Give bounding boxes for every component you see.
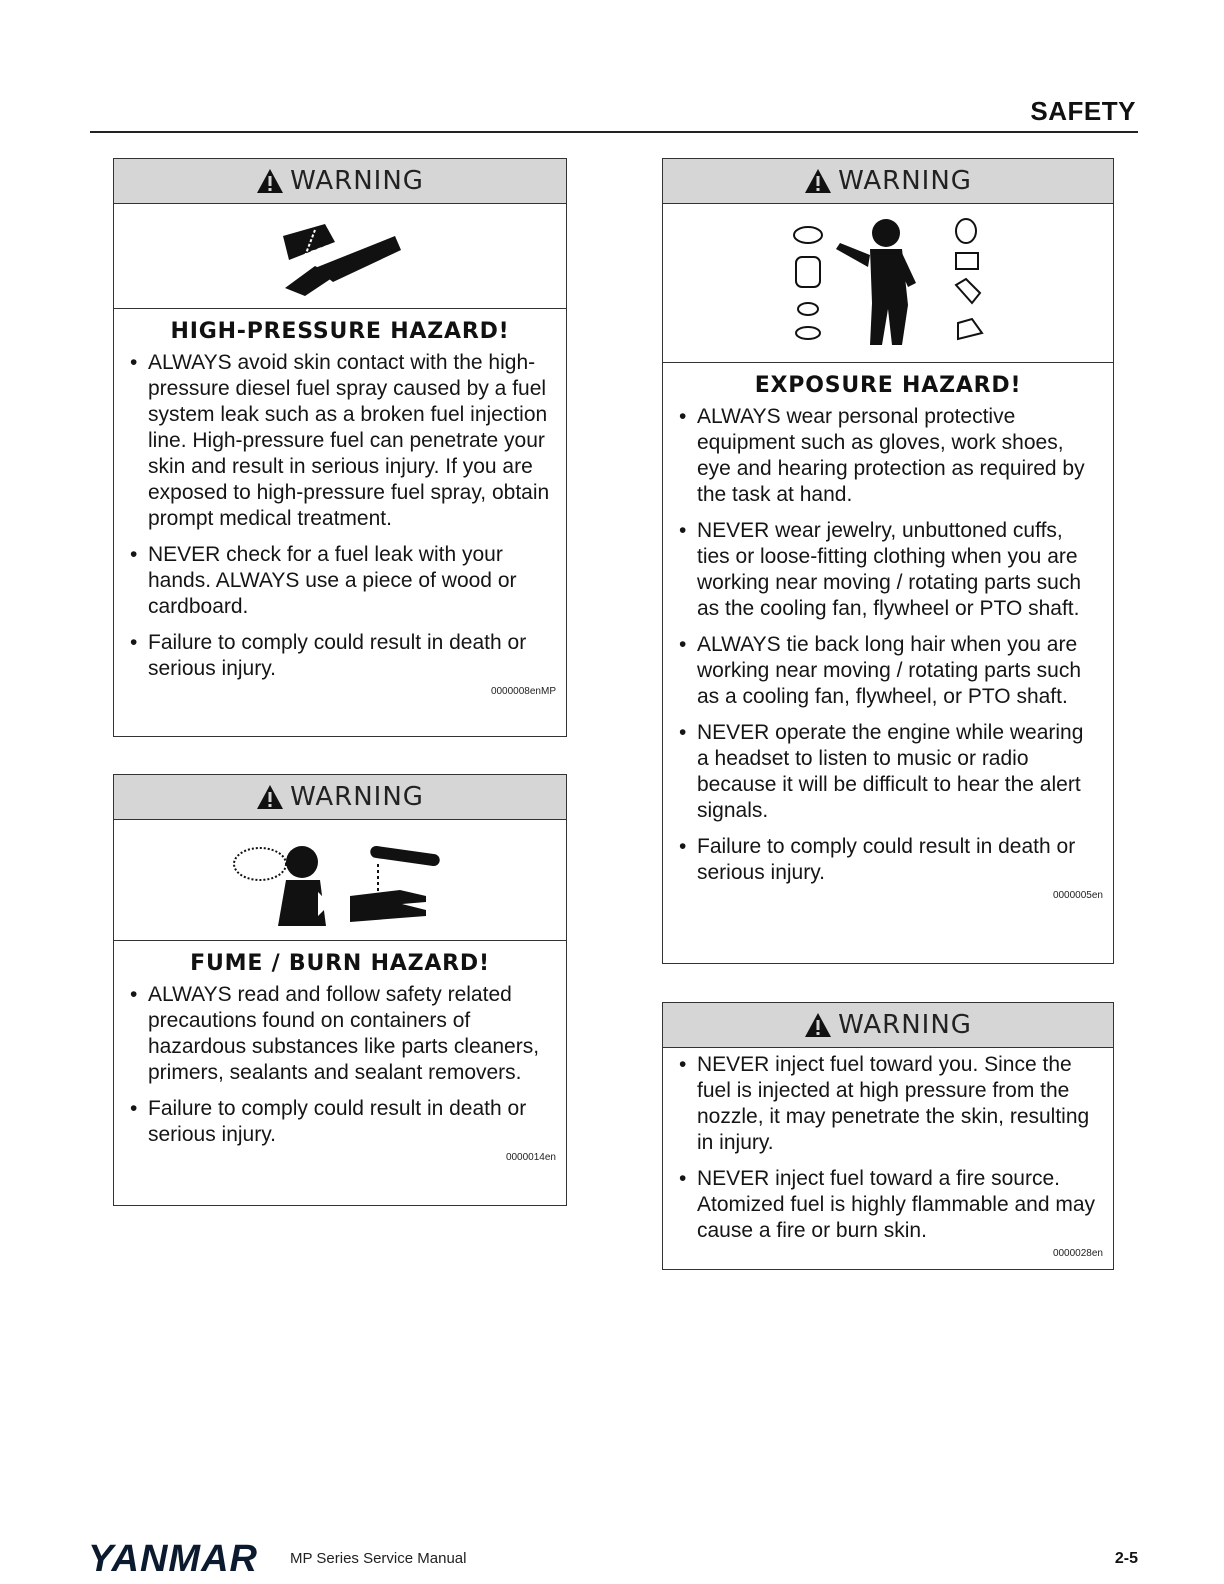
- label-code: 0000008enMP: [490, 686, 556, 697]
- list-item: • NEVER inject fuel toward a fire source. Atomized fuel is highly flammable and may cause a fire or burn skin.: [675, 1166, 1099, 1244]
- warning-box-fume-burn: [113, 774, 567, 1206]
- warning-triangle-icon: [256, 168, 284, 194]
- list-item: • ALWAYS tie back long hair when you are working near moving / rotating parts such as a cooling fan, flywheel, or PTO shaft.: [675, 632, 1099, 710]
- hazard-pictogram: [114, 820, 566, 941]
- fume-burn-icon: [230, 830, 450, 930]
- warning-list: [663, 1052, 1113, 1244]
- list-item: • Failure to comply could result in death or serious injury.: [126, 630, 552, 682]
- warning-list: [114, 982, 566, 1148]
- warning-banner: [114, 159, 566, 204]
- warning-banner-label: WARNING: [838, 166, 972, 196]
- warning-banner: [663, 159, 1113, 204]
- list-item: • ALWAYS avoid skin contact with the high-pressure diesel fuel spray caused by a fuel system leak such as a broken fuel injection line. High-pressure fuel can penetrate your skin and result in serious injury. If you are exposed to high-pressure fuel spray, obtain prompt medical treatment.: [126, 350, 552, 532]
- warning-banner-label: WARNING: [838, 1010, 972, 1040]
- section-title: SAFETY: [1030, 96, 1136, 126]
- warning-box-high-pressure: [113, 158, 567, 737]
- list-item: • ALWAYS wear personal protective equipment such as gloves, work shoes, eye and hearing protection as required by the task at hand.: [675, 404, 1099, 508]
- hazard-title: FUME / BURN HAZARD!: [190, 951, 490, 976]
- list-item: • NEVER inject fuel toward you. Since the fuel is injected at high pressure from the nozzle, it may penetrate the skin, resulting in injury.: [675, 1052, 1099, 1156]
- list-item: • Failure to comply could result in death or serious injury.: [675, 834, 1099, 886]
- warning-triangle-icon: [804, 168, 832, 194]
- label-code: 0000014en: [505, 1152, 556, 1163]
- page-number: 2-5: [1114, 1550, 1138, 1567]
- list-item: • NEVER operate the engine while wearing a headset to listen to music or radio because it will be difficult to hear the alert signals.: [675, 720, 1099, 824]
- warning-banner-label: WARNING: [290, 166, 424, 196]
- warning-list: [663, 404, 1113, 886]
- warning-banner: [114, 775, 566, 820]
- label-code: 0000005en: [1052, 890, 1103, 901]
- yanmar-logo: YANMAR: [88, 1538, 258, 1580]
- hazard-title: HIGH-PRESSURE HAZARD!: [170, 319, 510, 344]
- list-item: • Failure to comply could result in death or serious injury.: [126, 1096, 552, 1148]
- warning-box-fuel-injection: [662, 1002, 1114, 1270]
- list-item: • NEVER check for a fuel leak with your hands. ALWAYS use a piece of wood or cardboard.: [126, 542, 552, 620]
- warning-list: [114, 350, 566, 682]
- hazard-pictogram: [114, 204, 566, 309]
- high-pressure-spray-icon: [275, 216, 405, 296]
- warning-triangle-icon: [256, 784, 284, 810]
- protective-equipment-icon: [778, 213, 998, 353]
- hazard-title: EXPOSURE HAZARD!: [754, 373, 1022, 398]
- header-rule: [90, 131, 1138, 133]
- warning-triangle-icon: [804, 1012, 832, 1038]
- warning-banner: [663, 1003, 1113, 1048]
- list-item: • NEVER wear jewelry, unbuttoned cuffs, ties or loose-fitting clothing when you are working near moving / rotating parts such as the cooling fan, flywheel or PTO shaft.: [675, 518, 1099, 622]
- manual-title: MP Series Service Manual: [290, 1550, 467, 1567]
- warning-banner-label: WARNING: [290, 782, 424, 812]
- label-code: 0000028en: [1052, 1248, 1103, 1259]
- list-item: • ALWAYS read and follow safety related precautions found on containers of hazardous substances like parts cleaners, primers, sealants and sealant removers.: [126, 982, 552, 1086]
- hazard-pictogram: [663, 204, 1113, 363]
- warning-box-exposure: [662, 158, 1114, 964]
